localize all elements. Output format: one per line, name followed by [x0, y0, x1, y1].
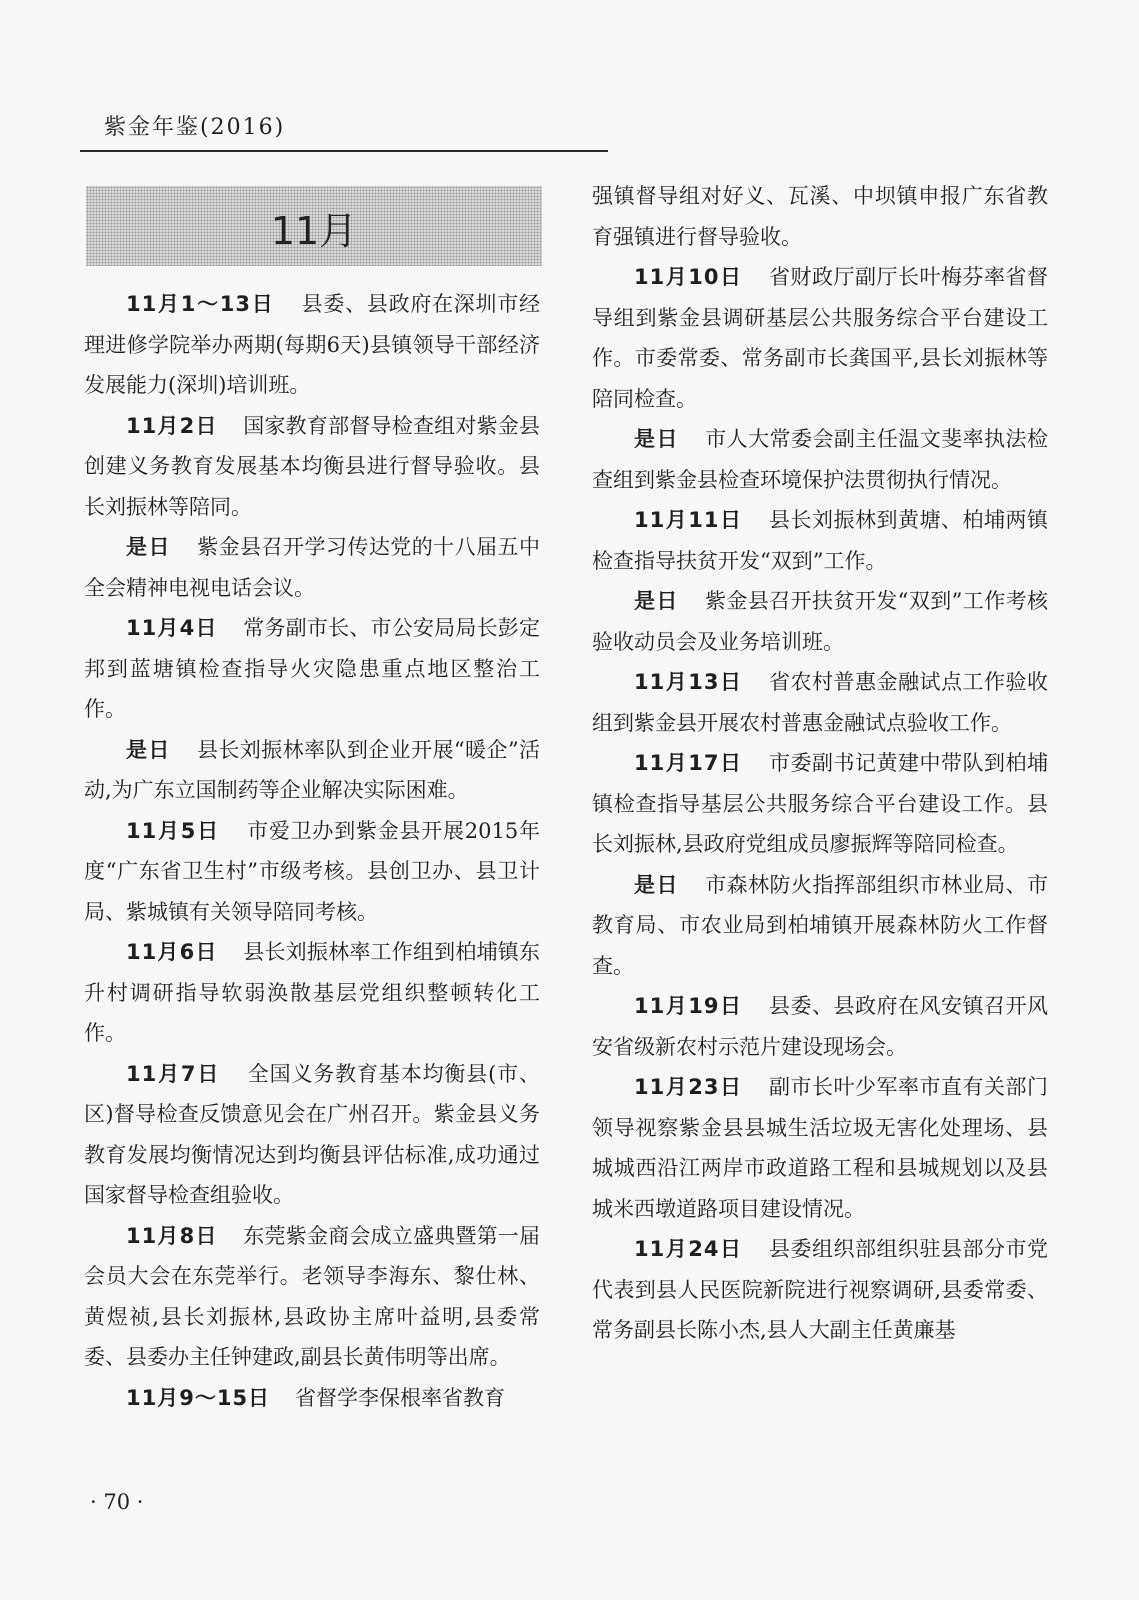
entry — [84, 608, 540, 730]
entry — [592, 581, 1048, 662]
entry-date: 11月19日 — [634, 994, 743, 1018]
entry-text: 市委副书记黄建中带队到柏埔镇检查指导基层公共服务综合平台建设工作。县长刘振林,县政府党组成员廖振辉等陪同检查。 — [592, 751, 1049, 856]
entry — [84, 1378, 540, 1419]
entry-date: 是日 — [634, 589, 679, 613]
entry-text: 县长刘振林率工作组到柏埔镇东升村调研指导软弱涣散基层党组织整顿转化工作。 — [84, 940, 541, 1045]
entry-text: 全国义务教育基本均衡县(市、区)督导检查反馈意见会在广州召开。紫金县义务教育发展均衡情况达到均衡县评估标准,成功通过国家督导检查组验收。 — [84, 1061, 541, 1207]
entry-date: 11月8日 — [126, 1223, 218, 1248]
entry-date: 是日 — [634, 427, 679, 451]
entry — [592, 662, 1048, 743]
entry-date: 11月5日 — [126, 818, 220, 843]
entry-text: 县长刘振林到黄塘、柏埔两镇检查指导扶贫开发“双到”工作。 — [592, 508, 1049, 573]
entry — [592, 1229, 1048, 1351]
entry — [84, 284, 540, 406]
page-number: · 70 · — [90, 1490, 144, 1514]
entry — [84, 406, 540, 528]
entry-date: 11月4日 — [126, 616, 218, 640]
entry-text: 市人大常委会副主任温文斐率执法检查组到紫金县检查环境保护法贯彻执行情况。 — [592, 427, 1048, 492]
right-column — [592, 176, 1048, 1351]
entry-text: 紫金县召开学习传达党的十八届五中全会精神电视电话会议。 — [84, 535, 540, 600]
entry-text: 东莞紫金商会成立盛典暨第一届会员大会在东莞举行。老领导李海东、黎仕林、黄煜祯,县长刘振林,县政协主席叶益明,县委常委、县委办主任钟建政,副县长黄伟明等出席。 — [84, 1223, 541, 1369]
entry — [84, 932, 540, 1054]
entry — [592, 986, 1048, 1067]
entry — [592, 257, 1048, 419]
entry-date: 是日 — [634, 872, 679, 897]
entry-text: 市爱卫办到紫金县开展2015年度“广东省卫生村”市级考核。县创卫办、县卫计局、紫城镇有关领导陪同考核。 — [84, 818, 540, 924]
entry-text: 副市长叶少军率市直有关部门领导视察紫金县县城生活垃圾无害化处理场、县城城西沿江两岸市政道路工程和县城规划以及县城米西墩道路项目建设情况。 — [592, 1075, 1049, 1221]
entry-text: 县长刘振林率队到企业开展“暖企”活动,为广东立国制药等企业解决实际困难。 — [84, 737, 541, 802]
entry — [84, 811, 540, 933]
entry — [592, 865, 1048, 987]
entry-text: 市森林防火指挥部组织市林业局、市教育局、市农业局到柏埔镇开展森林防火工作督查。 — [592, 872, 1048, 978]
entry-text: 省督学李保根率省教育 — [295, 1385, 505, 1410]
header-rule — [80, 150, 608, 152]
left-column — [84, 284, 540, 1418]
entry-text: 省财政厅副厅长叶梅芬率省督导组到紫金县调研基层公共服务综合平台建设工作。市委常委、常务副市长龚国平,县长刘振林等陪同检查。 — [592, 265, 1049, 411]
entry-text: 县委、县政府在深圳市经理进修学院举办两期(每期6天)县镇领导干部经济发展能力(深圳)培训班。 — [84, 292, 541, 397]
entry-text: 省农村普惠金融试点工作验收组到紫金县开展农村普惠金融试点验收工作。 — [592, 670, 1049, 735]
entry-date: 11月6日 — [126, 940, 218, 964]
entry-date: 11月13日 — [634, 670, 743, 694]
entry-date: 11月11日 — [634, 508, 743, 532]
running-header-title: 紫金年鉴(2016) — [104, 115, 286, 140]
entry — [592, 743, 1048, 865]
entry-date: 11月24日 — [634, 1237, 743, 1261]
entry-text: 国家教育部督导检查组对紫金县创建义务教育发展基本均衡县进行督导验收。县长刘振林等陪同。 — [84, 413, 541, 519]
entry-date: 11月1～13日 — [126, 292, 275, 316]
entry-date: 11月10日 — [634, 265, 743, 289]
entry-date: 是日 — [126, 737, 171, 762]
entry — [84, 527, 540, 608]
entry-text: 县委、县政府在风安镇召开风安省级新农村示范片建设现场会。 — [592, 994, 1049, 1059]
entry-date: 是日 — [126, 535, 171, 559]
entry — [592, 500, 1048, 581]
entry-date: 11月7日 — [126, 1061, 221, 1086]
entry — [84, 1216, 540, 1378]
entry-text: 紫金县召开扶贫开发“双到”工作考核验收动员会及业务培训班。 — [592, 589, 1049, 654]
entry — [84, 1054, 540, 1216]
entry-date: 11月23日 — [634, 1075, 743, 1099]
entry — [592, 419, 1048, 500]
entry-date: 11月2日 — [126, 413, 218, 438]
entry-date: 11月17日 — [634, 751, 743, 775]
entry-continuation: 强镇督导组对好义、瓦溪、中坝镇申报广东省教育强镇进行督导验收。 — [592, 184, 1048, 249]
section-title: 11月 — [270, 209, 358, 253]
entry — [84, 730, 540, 811]
entry-text: 常务副市长、市公安局局长彭定邦到蓝塘镇检查指导火灾隐患重点地区整治工作。 — [84, 616, 541, 721]
section-title-box — [86, 186, 542, 266]
entry — [592, 1067, 1048, 1229]
entry-date: 11月9～15日 — [126, 1385, 271, 1410]
entry-text: 县委组织部组织驻县部分市党代表到县人民医院新院进行视察调研,县委常委、常务副县长陈小杰,县人大副主任黄廉基 — [592, 1237, 1049, 1342]
